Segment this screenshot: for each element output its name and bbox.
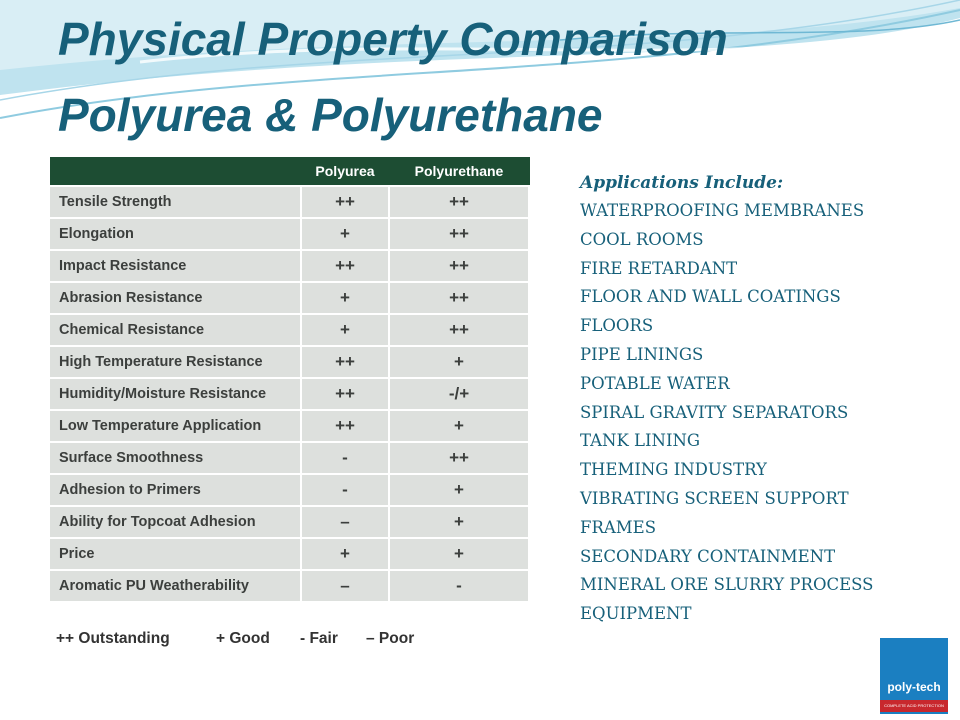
- polyurethane-rating: ++: [390, 315, 528, 345]
- application-item: FLOOR AND WALL COATINGS: [580, 287, 841, 307]
- legend-poor: – Poor: [366, 630, 415, 647]
- column-header-polyurea: Polyurea: [315, 163, 375, 179]
- polyurea-rating: +: [302, 283, 388, 313]
- application-item: SPIRAL GRAVITY SEPARATORS: [580, 402, 849, 422]
- table-header: [50, 157, 530, 185]
- table-row: [50, 537, 530, 569]
- table-legend: [56, 630, 526, 652]
- page-title-line-2: Polyurea & Polyurethane: [58, 89, 603, 141]
- property-comparison-table: [50, 157, 530, 605]
- application-item: THEMING INDUSTRY: [580, 460, 767, 480]
- legend-fair: - Fair: [300, 630, 338, 647]
- application-item: COOL ROOMS: [580, 229, 704, 249]
- application-item: MINERAL ORE SLURRY PROCESS: [580, 575, 874, 595]
- property-label: Tensile Strength: [50, 187, 300, 217]
- application-item: EQUIPMENT: [580, 604, 692, 624]
- table-row: [50, 569, 530, 601]
- table-row: [50, 249, 530, 281]
- polyurea-rating: ++: [302, 347, 388, 377]
- polyurea-rating: ++: [302, 379, 388, 409]
- table-row: [50, 217, 530, 249]
- polyurea-rating: –: [302, 571, 388, 601]
- table-row: [50, 441, 530, 473]
- property-label: Ability for Topcoat Adhesion: [50, 507, 300, 537]
- polyurethane-rating: -: [390, 571, 528, 601]
- applications-list: [580, 169, 955, 629]
- polyurethane-rating: +: [390, 507, 528, 537]
- property-label: Chemical Resistance: [50, 315, 300, 345]
- polyurethane-rating: +: [390, 539, 528, 569]
- column-header-polyurethane: Polyurethane: [414, 163, 504, 179]
- property-label: Low Temperature Application: [50, 411, 300, 441]
- polyurethane-rating: +: [390, 411, 528, 441]
- property-label: Price: [50, 539, 300, 569]
- property-label: Impact Resistance: [50, 251, 300, 281]
- property-label: Adhesion to Primers: [50, 475, 300, 505]
- polyurethane-rating: ++: [390, 443, 528, 473]
- polyurea-rating: ++: [302, 187, 388, 217]
- application-item: WATERPROOFING MEMBRANES: [580, 201, 865, 220]
- table-row: [50, 281, 530, 313]
- application-item: PIPE LININGS: [580, 344, 704, 364]
- application-item: FRAMES: [580, 517, 657, 537]
- polyurethane-rating: +: [390, 475, 528, 505]
- logo-tagline: COMPLETE ACID PROTECTION: [884, 703, 944, 708]
- property-label: Aromatic PU Weatherability: [50, 571, 300, 601]
- table-row: [50, 185, 530, 217]
- polyurea-rating: -: [302, 443, 388, 473]
- page-title-line-1: Physical Property Comparison: [58, 13, 728, 65]
- polyurethane-rating: ++: [390, 219, 528, 249]
- polyurea-rating: +: [302, 315, 388, 345]
- table-row: [50, 473, 530, 505]
- applications-heading: Applications Include:: [580, 173, 784, 193]
- property-label: Humidity/Moisture Resistance: [50, 379, 300, 409]
- property-label: High Temperature Resistance: [50, 347, 300, 377]
- poly-tech-logo: [880, 638, 948, 714]
- table-row: [50, 313, 530, 345]
- logo-name: poly-tech: [887, 680, 941, 694]
- polyurea-rating: +: [302, 219, 388, 249]
- application-item: FIRE RETARDANT: [580, 258, 738, 278]
- application-item: FLOORS: [580, 316, 654, 336]
- polyurethane-rating: ++: [390, 251, 528, 281]
- polyurea-rating: ++: [302, 411, 388, 441]
- polyurea-rating: -: [302, 475, 388, 505]
- property-label: Abrasion Resistance: [50, 283, 300, 313]
- polyurea-rating: ++: [302, 251, 388, 281]
- legend-outstanding: ++ Outstanding: [56, 630, 170, 647]
- polyurethane-rating: ++: [390, 283, 528, 313]
- property-label: Elongation: [50, 219, 300, 249]
- application-item: SECONDARY CONTAINMENT: [580, 546, 836, 566]
- table-row: [50, 345, 530, 377]
- application-item: VIBRATING SCREEN SUPPORT: [580, 488, 849, 508]
- property-label: Surface Smoothness: [50, 443, 300, 473]
- polyurea-rating: +: [302, 539, 388, 569]
- application-item: TANK LINING: [580, 431, 701, 451]
- table-row: [50, 505, 530, 537]
- polyurethane-rating: ++: [390, 187, 528, 217]
- application-item: POTABLE WATER: [580, 373, 730, 393]
- legend-good: + Good: [216, 630, 270, 647]
- polyurethane-rating: -/+: [390, 379, 528, 409]
- table-row: [50, 377, 530, 409]
- table-row: [50, 409, 530, 441]
- polyurea-rating: –: [302, 507, 388, 537]
- applications-items: [580, 197, 955, 629]
- polyurethane-rating: +: [390, 347, 528, 377]
